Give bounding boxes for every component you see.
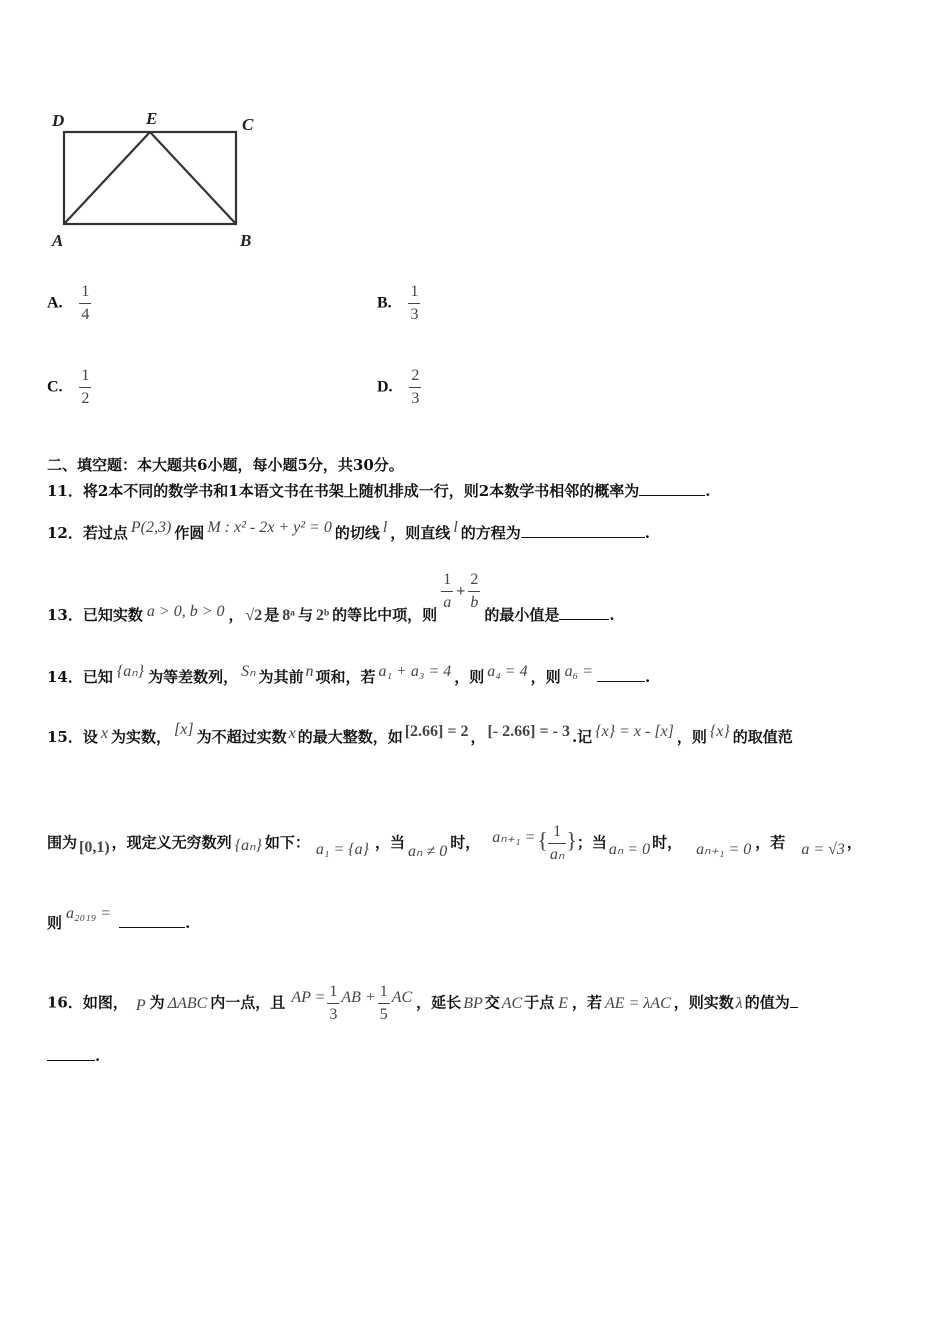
q15-a2019: a₂₀₁₉ = xyxy=(66,905,112,922)
option-c-fraction: $\frac{1}{2}$ xyxy=(81,367,90,407)
section-title: 二、填空题：本大题共6小题，每小题5分，共30分。 xyxy=(47,456,404,474)
q16-coef-1-5: $\frac{1}{5}$ xyxy=(379,983,388,1023)
option-d-label: D. xyxy=(377,378,393,396)
q16-text: 如图， xyxy=(82,993,128,1012)
question-12 xyxy=(47,519,651,543)
q11-answer-blank[interactable] xyxy=(639,481,705,496)
q13-text: 的等比中项，则 xyxy=(332,605,438,624)
q13-sqrt2: √2 xyxy=(245,606,263,624)
label-B: B xyxy=(240,231,252,250)
question-15-line-3 xyxy=(47,905,191,933)
question-16 xyxy=(47,984,798,1023)
q13-condition: a > 0, b > 0 xyxy=(146,602,225,620)
q15-text: .记 xyxy=(571,728,593,746)
q14-text: ，则 xyxy=(530,668,561,686)
q15-text: 的最大整数，如 xyxy=(297,728,403,746)
q15-text: ，当 xyxy=(375,833,406,852)
question-15 xyxy=(47,721,793,747)
q14-text: ，则 xyxy=(454,668,485,686)
q13-number: 13． xyxy=(47,605,83,624)
q12-end: . xyxy=(644,524,651,542)
q16-coef-1-3: $\frac{1}{3}$ xyxy=(329,983,338,1023)
q15-x: x xyxy=(288,725,296,742)
q15-answer-blank[interactable] xyxy=(119,913,185,928)
q13-plus: + xyxy=(456,582,466,600)
q14-text: 已知 xyxy=(82,668,113,686)
q16-lambda: λ xyxy=(735,994,743,1012)
q15-range: [0,1) xyxy=(79,838,110,856)
q14-text: 为等差数列， xyxy=(148,668,239,686)
q15-brace-left: { xyxy=(537,827,548,853)
label-D: D xyxy=(52,111,65,130)
question-15-line-2 xyxy=(47,824,862,863)
q16-condition: AE = λAC xyxy=(605,994,671,1012)
q11-end: . xyxy=(705,482,711,500)
q15-a-value: a = √3 xyxy=(801,840,845,858)
q14-condition-1: a₁ + a₃ = 4 xyxy=(378,663,452,680)
q15-text: ，若 xyxy=(755,833,786,852)
q16-end: . xyxy=(95,1047,101,1065)
q15-sequence: {aₙ} xyxy=(234,836,262,854)
q16-text: 于点 xyxy=(524,993,555,1012)
rectangle-ABCD xyxy=(64,132,236,224)
q13-power-8a: 8ᵃ xyxy=(282,606,295,624)
q16-ac: AC xyxy=(501,994,523,1012)
q14-sequence: {aₙ} xyxy=(116,663,145,680)
q12-text: ，则直线 xyxy=(390,524,451,542)
q16-bp: BP xyxy=(463,994,483,1012)
option-c[interactable] xyxy=(47,368,91,407)
q15-text: ， xyxy=(846,833,862,852)
q16-vector-ap: AP = xyxy=(291,988,326,1006)
q15-text: 如下： xyxy=(264,833,310,852)
q16-answer-blank[interactable] xyxy=(47,1046,95,1061)
option-b[interactable] xyxy=(377,284,420,323)
q13-text: 的最小值是 xyxy=(484,605,560,624)
q14-sum: Sₙ xyxy=(241,663,256,680)
q13-text: 已知实数 xyxy=(82,605,143,624)
q15-example-1: [2.66] = 2 xyxy=(404,723,469,740)
option-c-label: C. xyxy=(47,378,63,396)
q15-text: ，则 xyxy=(676,728,707,746)
q15-a1: a₁ = {a} xyxy=(315,840,370,858)
q15-recursion: aₙ₊₁ = xyxy=(492,828,536,846)
q14-condition-2: a₄ = 4 xyxy=(487,663,528,680)
q12-text: 若过点 xyxy=(82,524,128,542)
q15-text: 为实数， xyxy=(111,728,172,746)
q16-text: ，若 xyxy=(572,993,603,1012)
q15-frac-def: {x} = x - [x] xyxy=(595,723,674,740)
q15-number: 15． xyxy=(47,728,83,746)
segment-AE xyxy=(64,132,150,224)
q15-text: 设 xyxy=(82,728,98,746)
option-a-label: A. xyxy=(47,294,63,312)
q13-fraction-1-a: $\frac{1}{a}$ xyxy=(443,571,452,611)
label-C: C xyxy=(242,115,254,134)
q15-zero: aₙ = 0 xyxy=(608,840,651,858)
q14-answer-blank[interactable] xyxy=(597,667,645,682)
q16-triangle: ΔABC xyxy=(167,994,208,1012)
option-b-label: B. xyxy=(377,294,392,312)
q16-text: ，则实数 xyxy=(673,993,734,1012)
q13-end: . xyxy=(609,605,615,624)
q15-text: 时， xyxy=(652,833,683,852)
q12-text: 的方程为 xyxy=(460,524,521,542)
q16-answer-blank-start[interactable] xyxy=(790,993,798,1008)
q13-text: 是 xyxy=(264,605,280,624)
question-14 xyxy=(47,663,651,687)
q12-answer-blank[interactable] xyxy=(521,523,645,538)
q16-text: 的值为 xyxy=(744,993,790,1012)
q11-text: 11．将2本不同的数学书和1本语文书在书架上随机排成一行，则2本数学书相邻的概率为 xyxy=(47,482,640,500)
q16-text: 为 xyxy=(149,993,165,1012)
q16-point-e: E xyxy=(558,994,568,1012)
q15-brace-right: } xyxy=(566,827,577,853)
option-d[interactable] xyxy=(377,368,421,407)
q14-a6: a₆ = xyxy=(564,663,593,680)
q15-text: 则 xyxy=(47,914,63,932)
q13-answer-blank[interactable] xyxy=(559,605,609,620)
label-A: A xyxy=(52,231,64,250)
q15-frac-x: {x} xyxy=(709,723,730,740)
q14-end: . xyxy=(644,668,651,686)
option-a-fraction: $\frac{1}{4}$ xyxy=(81,283,90,323)
q13-power-2b: 2ᵇ xyxy=(315,606,330,624)
q16-vector-ac: AC xyxy=(391,988,413,1006)
label-E: E xyxy=(146,109,158,128)
q15-example-2: [- 2.66] = - 3 xyxy=(487,723,570,740)
q12-line-l: l xyxy=(382,519,388,536)
q15-floor-x: [x] xyxy=(174,721,194,738)
q14-n: n xyxy=(305,663,314,680)
question-11 xyxy=(47,480,710,501)
q16-text: 交 xyxy=(484,993,500,1012)
q14-number: 14． xyxy=(47,668,83,686)
option-b-fraction: $\frac{1}{3}$ xyxy=(410,283,419,323)
q15-text: ；当 xyxy=(576,833,607,852)
q15-text: 为不超过实数 xyxy=(196,728,287,746)
q12-circle-eq: M : x² - 2x + y² = 0 xyxy=(207,519,332,536)
q15-text: 时， xyxy=(450,833,481,852)
q15-nonzero: aₙ ≠ 0 xyxy=(408,842,448,860)
q14-text: 项和，若 xyxy=(315,668,376,686)
q15-text: 的取值范 xyxy=(732,728,793,746)
question-16-line-2 xyxy=(47,1046,100,1065)
question-13 xyxy=(47,571,615,624)
q12-line-l: l xyxy=(453,519,458,536)
q13-text: 与 xyxy=(297,605,313,624)
q12-text: 的切线 xyxy=(334,524,380,542)
segment-EB xyxy=(150,132,236,224)
option-d-fraction: $\frac{2}{3}$ xyxy=(411,367,420,407)
q14-text: 为其前 xyxy=(258,668,304,686)
rectangle-figure xyxy=(40,100,280,260)
q15-fraction: $\frac{1}{\text{aₙ}}$ xyxy=(549,823,565,863)
q16-number: 16． xyxy=(47,993,83,1012)
q15-next-zero: aₙ₊₁ = 0 xyxy=(696,840,752,858)
q12-number: 12． xyxy=(47,524,83,542)
q15-x: x xyxy=(100,725,108,742)
q15-end: . xyxy=(185,914,191,932)
q15-text: ，现定义无穷数列 xyxy=(111,833,232,852)
option-a[interactable] xyxy=(47,284,91,323)
q16-point-p: P xyxy=(135,996,146,1014)
q12-text: 作圆 xyxy=(174,524,205,542)
q13-fraction-2-b: $\frac{2}{b}$ xyxy=(470,571,479,611)
q16-text: 内一点，且 xyxy=(210,993,286,1012)
q16-vector-ab: AB + xyxy=(341,988,376,1006)
q13-text: ， xyxy=(228,605,244,624)
q12-point: P(2,3) xyxy=(130,519,172,536)
q15-text: ， xyxy=(470,728,486,746)
q16-text: ，延长 xyxy=(416,993,462,1012)
q15-text: 围为 xyxy=(47,833,78,852)
